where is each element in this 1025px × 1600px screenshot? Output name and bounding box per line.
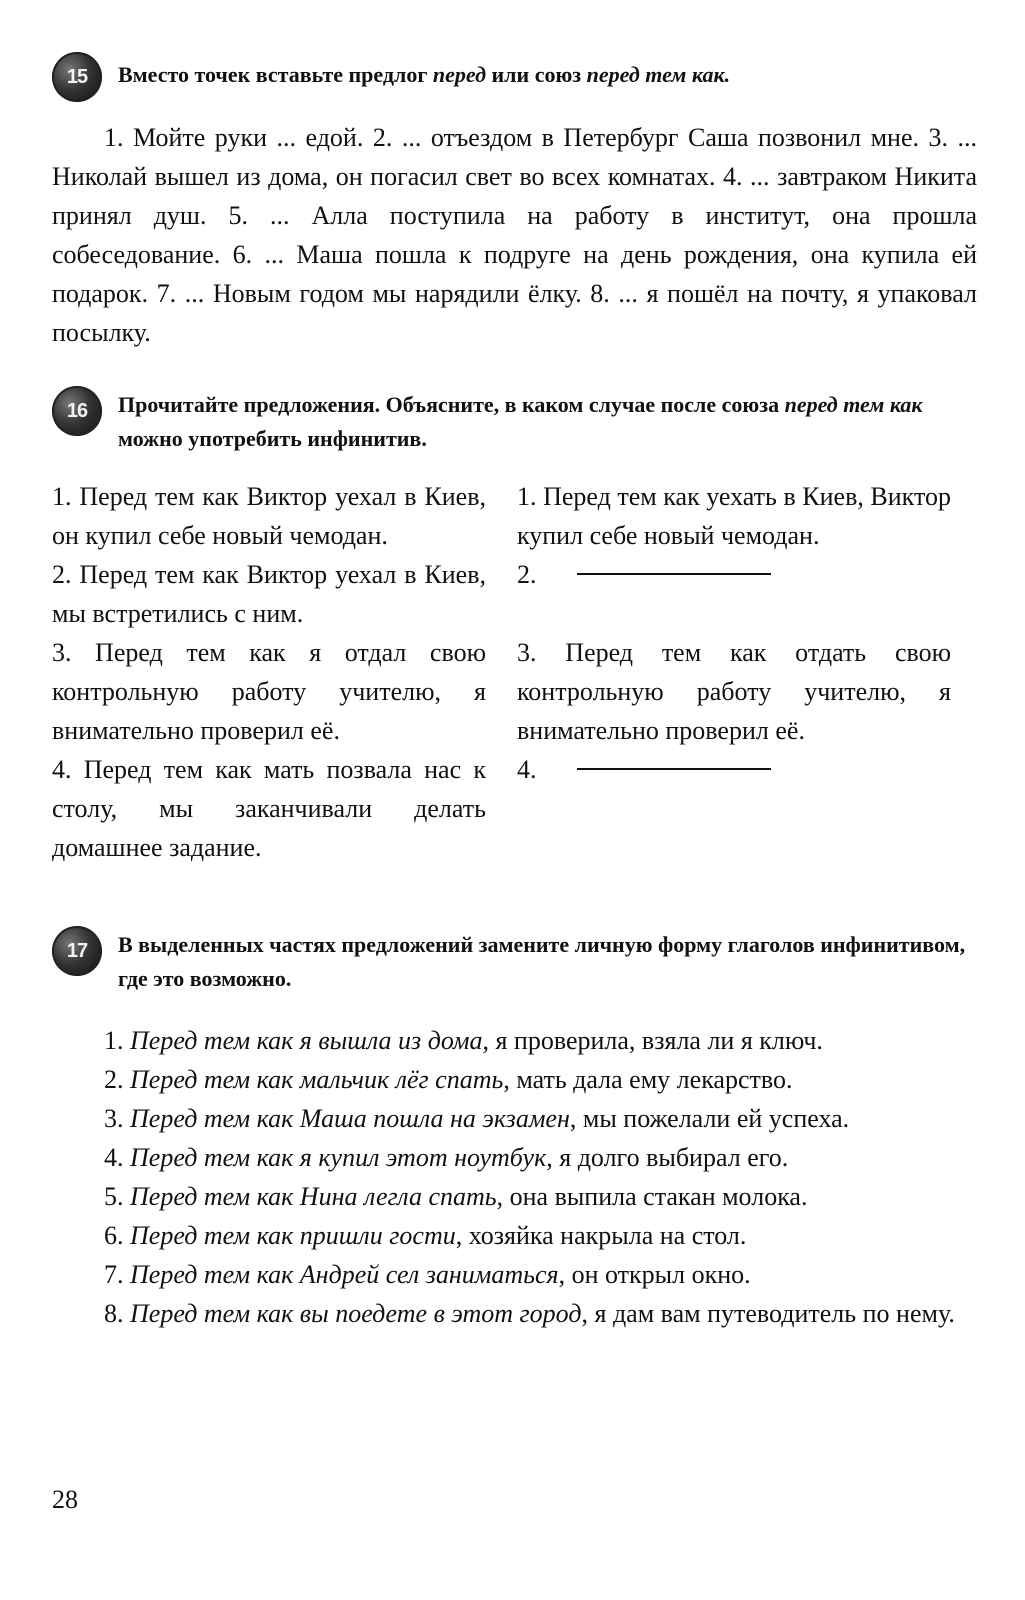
task-15-number-badge: 15	[52, 52, 102, 102]
task-16-left-column	[52, 477, 486, 867]
task-17-item: 4. Перед тем как я купил этот ноутбук, я долго выбирал его.	[104, 1143, 789, 1172]
task-16-left-item: 3. Перед тем как я отдал свою контрольную работу учителю, я внимательно проверил её.	[52, 638, 486, 745]
task-17-item: 7. Перед тем как Андрей сел заниматься, он открыл окно.	[104, 1260, 751, 1289]
task-15-text: 1. Мойте руки ... едой. 2. ... отъездом в Петербург Саша позвонил мне. 3. ... Николай вышел из дома, он погасил свет во всех комнатах. 4. ... завтраком Никита принял душ. 5. ... Алла поступила на работу в институт, она прошла собеседование. 6. ... Маша пошла к подруге на день рождения, она купила ей подарок. 7. ... Новым годом мы нарядили ёлку. 8. ... я пошёл на почту, я упаковал посылку.	[52, 123, 977, 347]
task-17-item: 3. Перед тем как Маша пошла на экзамен, мы пожелали ей успеха.	[104, 1104, 850, 1133]
task-16-right-item-blank: 2.	[517, 555, 951, 594]
task-17-item: 5. Перед тем как Нина легла спать, она выпила стакан молока.	[104, 1182, 808, 1211]
task-16-instruction: Прочитайте предложения. Объясните, в каком случае после союза перед тем как можно употребить инфинитив.	[118, 392, 923, 451]
task-17-list	[52, 1021, 977, 1333]
task-16-left-item: 2. Перед тем как Виктор уехал в Киев, мы встретились с ним.	[52, 560, 486, 628]
answer-blank-line	[577, 768, 771, 770]
task-16-left-item: 1. Перед тем как Виктор уехал в Киев, он купил себе новый чемодан.	[52, 482, 486, 550]
task-17-instruction: В выделенных частях предложений замените личную форму глаголов инфинитивом, где это возможно.	[118, 932, 966, 991]
task-16-number-badge: 16	[52, 386, 102, 436]
task-17-item: 1. Перед тем как я вышла из дома, я проверила, взяла ли я ключ.	[104, 1026, 823, 1055]
task-15-instruction: Вместо точек вставьте предлог перед или союз перед тем как.	[118, 62, 731, 87]
task-16-right-column	[517, 477, 951, 789]
answer-blank-line	[577, 573, 771, 575]
task-17-item: 6. Перед тем как пришли гости, хозяйка накрыла на стол.	[104, 1221, 747, 1250]
task-16-left-item: 4. Перед тем как мать позвала нас к столу, мы заканчивали делать домашнее задание.	[52, 755, 486, 862]
task-16-right-item: 1. Перед тем как уехать в Киев, Виктор купил себе новый чемодан.	[517, 482, 951, 550]
task-17-item: 2. Перед тем как мальчик лёг спать, мать дала ему лекарство.	[104, 1065, 793, 1094]
task-17-item: 8. Перед тем как вы поедете в этот город, я дам вам путеводитель по нему.	[104, 1299, 955, 1328]
page-number: 28	[52, 1485, 78, 1514]
task-16-right-item: 3. Перед тем как отдать свою контрольную работу учителю, я внимательно проверил её.	[517, 638, 951, 745]
task-17-number-badge: 17	[52, 926, 102, 976]
task-16-right-item-blank: 4.	[517, 750, 951, 789]
